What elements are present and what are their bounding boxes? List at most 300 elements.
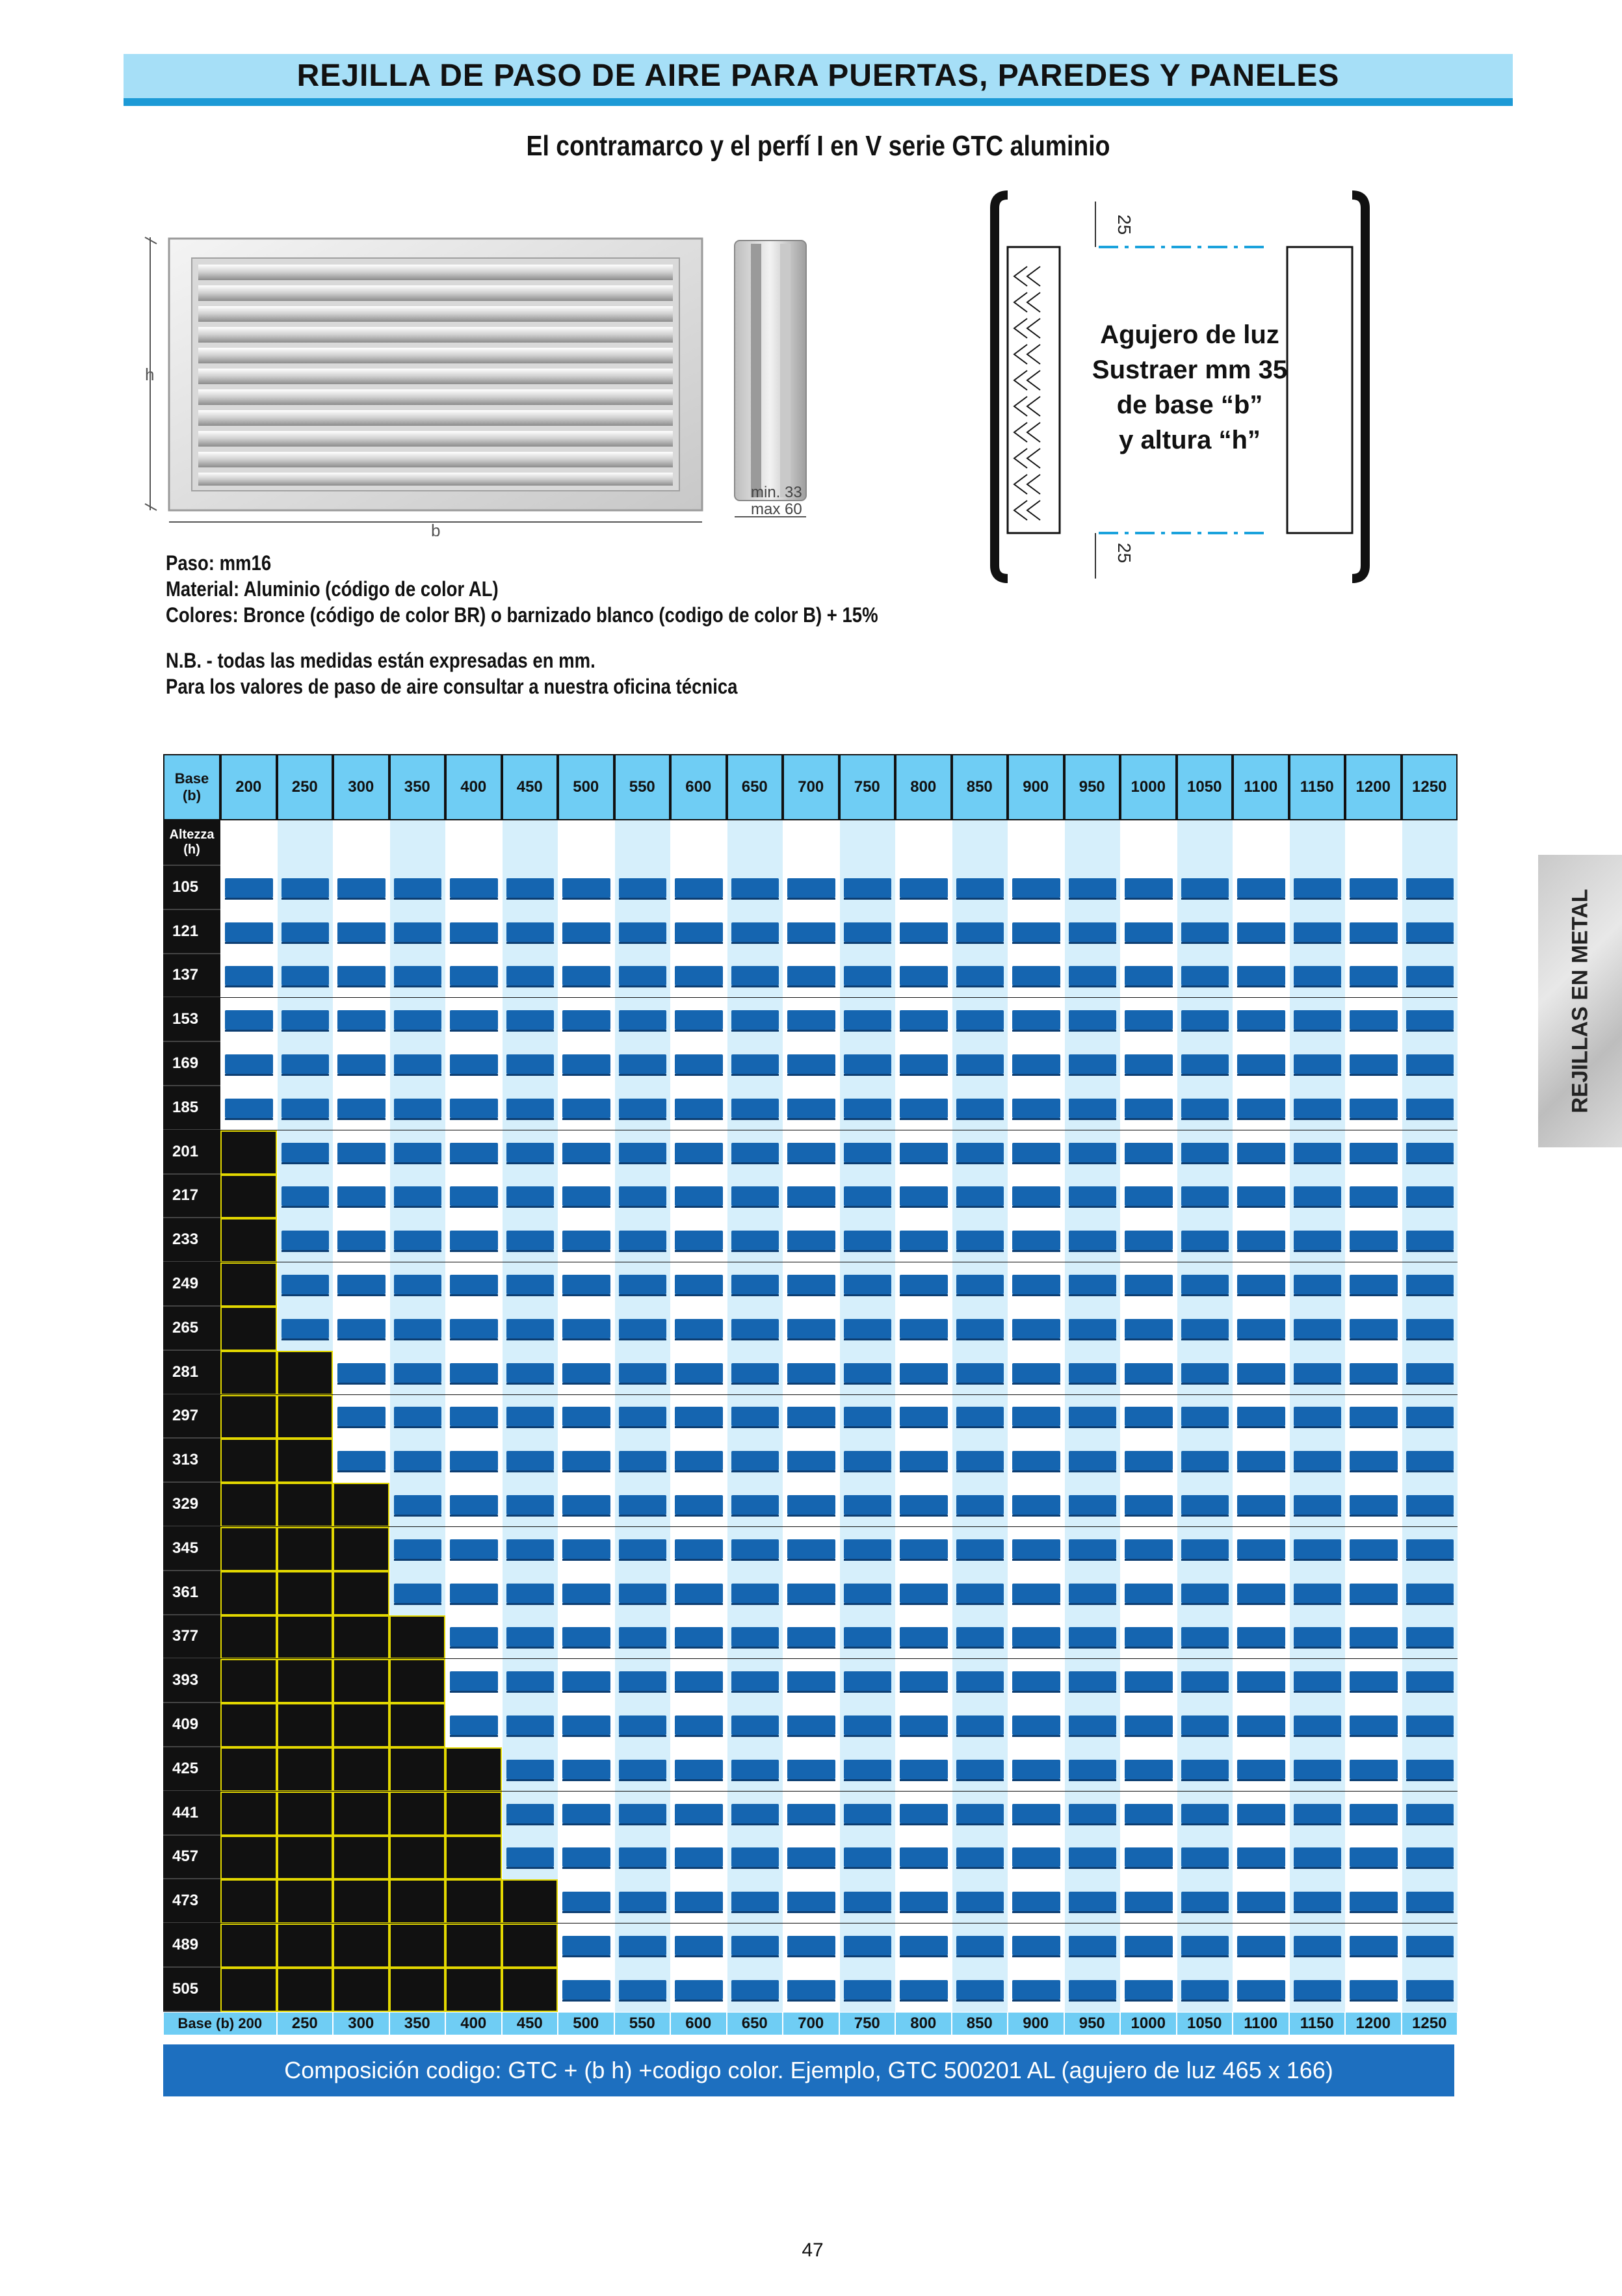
available-size-bar — [1237, 1275, 1285, 1294]
available-cell — [1177, 1351, 1233, 1395]
available-cell — [333, 998, 389, 1042]
available-cell — [614, 910, 671, 954]
grid-spacer — [502, 820, 558, 866]
available-cell — [1289, 1351, 1346, 1395]
available-cell — [614, 1395, 671, 1439]
available-cell — [1008, 1351, 1064, 1395]
available-size-bar — [506, 1186, 555, 1206]
available-size-bar — [1125, 1451, 1173, 1470]
available-size-bar — [1406, 1099, 1454, 1118]
available-cell — [839, 1086, 896, 1130]
available-cell — [445, 1571, 502, 1615]
available-size-bar — [675, 1627, 723, 1647]
available-cell — [1402, 910, 1458, 954]
base-col-footer: 1250 — [1402, 2012, 1458, 2035]
available-size-bar — [787, 1584, 835, 1603]
available-size-bar — [844, 1539, 892, 1559]
available-size-bar — [787, 922, 835, 942]
available-cell — [1345, 1836, 1402, 1880]
unavailable-cell — [220, 1527, 277, 1571]
available-size-bar — [337, 1099, 386, 1118]
available-size-bar — [731, 1847, 779, 1867]
available-cell — [895, 1262, 952, 1307]
available-size-bar — [394, 1099, 442, 1118]
wall-right — [1352, 195, 1365, 579]
available-cell — [1345, 1615, 1402, 1660]
available-size-bar — [1181, 1319, 1229, 1338]
available-cell — [1289, 998, 1346, 1042]
available-size-bar — [1012, 1407, 1060, 1426]
available-cell — [952, 1968, 1008, 2012]
available-cell — [1289, 1747, 1346, 1792]
available-cell — [1345, 1792, 1402, 1836]
available-cell — [558, 1086, 614, 1130]
grid-spacer — [220, 820, 277, 866]
unavailable-cell — [389, 1615, 446, 1660]
available-size-bar — [675, 1143, 723, 1162]
available-size-bar — [1012, 878, 1060, 898]
unavailable-cell — [333, 1527, 389, 1571]
available-cell — [389, 1175, 446, 1219]
available-cell — [1120, 1747, 1177, 1792]
available-size-bar — [1181, 1054, 1229, 1074]
available-size-bar — [506, 1143, 555, 1162]
available-size-bar — [731, 1451, 779, 1470]
available-cell — [1402, 1571, 1458, 1615]
available-cell — [952, 866, 1008, 910]
available-cell — [333, 1307, 389, 1351]
available-size-bar — [1350, 1010, 1398, 1030]
available-size-bar — [1406, 1671, 1454, 1691]
available-size-bar — [787, 1627, 835, 1647]
available-cell — [895, 866, 952, 910]
available-cell — [1233, 1747, 1289, 1792]
available-cell — [839, 1703, 896, 1747]
height-row-label: 233 — [163, 1218, 220, 1262]
available-size-bar — [619, 966, 667, 985]
base-col-header: 450 — [502, 754, 558, 820]
available-cell — [445, 1086, 502, 1130]
height-row-label: 489 — [163, 1924, 220, 1968]
available-size-bar — [900, 1980, 948, 2000]
available-size-bar — [1012, 1186, 1060, 1206]
available-cell — [895, 1527, 952, 1571]
unavailable-cell — [220, 1792, 277, 1836]
available-cell — [727, 1130, 783, 1175]
available-size-bar — [731, 1804, 779, 1823]
available-cell — [670, 1218, 727, 1262]
available-cell — [727, 1439, 783, 1483]
available-cell — [558, 1439, 614, 1483]
available-size-bar — [844, 1936, 892, 1955]
unavailable-cell — [277, 1439, 334, 1483]
available-cell — [895, 1483, 952, 1527]
available-cell — [1402, 1483, 1458, 1527]
available-cell — [1064, 1659, 1121, 1703]
available-cell — [727, 1836, 783, 1880]
height-row-label: 265 — [163, 1307, 220, 1351]
available-size-bar — [731, 1275, 779, 1294]
available-size-bar — [1350, 1539, 1398, 1559]
available-size-bar — [900, 1847, 948, 1867]
available-size-bar — [1294, 1804, 1342, 1823]
unavailable-cell — [220, 1924, 277, 1968]
available-cell — [1177, 954, 1233, 998]
available-size-bar — [562, 1804, 610, 1823]
spec-colores: Colores: Bronce (código de color BR) o barnizado blanco (codigo de color B) + 15% — [166, 603, 878, 627]
unavailable-cell — [220, 1262, 277, 1307]
available-size-bar — [281, 1099, 330, 1118]
available-size-bar — [562, 1980, 610, 2000]
unavailable-cell — [220, 1307, 277, 1351]
base-col-footer: 400 — [445, 2012, 502, 2035]
height-row-label: 505 — [163, 1968, 220, 2012]
available-size-bar — [1012, 1451, 1060, 1470]
height-row-label: 105 — [163, 866, 220, 910]
available-cell — [558, 954, 614, 998]
available-size-bar — [506, 1275, 555, 1294]
available-size-bar — [1125, 966, 1173, 985]
available-cell — [558, 1218, 614, 1262]
available-cell — [502, 954, 558, 998]
available-cell — [1289, 1130, 1346, 1175]
available-cell — [558, 1175, 614, 1219]
available-cell — [389, 910, 446, 954]
available-cell — [1064, 1924, 1121, 1968]
available-size-bar — [1350, 1319, 1398, 1338]
available-size-bar — [281, 1319, 330, 1338]
unavailable-cell — [333, 1747, 389, 1792]
available-size-bar — [394, 1584, 442, 1603]
available-size-bar — [1406, 922, 1454, 942]
available-size-bar — [956, 1010, 1004, 1030]
note-units: N.B. - todas las medidas están expresadas en mm. — [166, 649, 595, 672]
base-col-footer: 450 — [502, 2012, 558, 2035]
available-size-bar — [956, 1099, 1004, 1118]
available-size-bar — [1350, 1584, 1398, 1603]
available-cell — [614, 1175, 671, 1219]
available-size-bar — [562, 1539, 610, 1559]
available-cell — [558, 1703, 614, 1747]
available-cell — [783, 1483, 839, 1527]
height-row-label: 169 — [163, 1042, 220, 1086]
available-size-bar — [1069, 966, 1117, 985]
available-cell — [783, 1792, 839, 1836]
unavailable-cell — [220, 1703, 277, 1747]
available-size-bar — [1125, 1275, 1173, 1294]
grid-spacer — [333, 820, 389, 866]
available-cell — [1402, 1527, 1458, 1571]
available-cell — [783, 1262, 839, 1307]
available-size-bar — [787, 1010, 835, 1030]
available-cell — [1289, 866, 1346, 910]
base-col-footer: 1000 — [1120, 2012, 1177, 2035]
available-cell — [614, 1703, 671, 1747]
available-size-bar — [900, 1804, 948, 1823]
available-size-bar — [1406, 1804, 1454, 1823]
available-size-bar — [956, 1584, 1004, 1603]
available-size-bar — [1181, 1936, 1229, 1955]
available-cell — [389, 1130, 446, 1175]
available-size-bar — [1350, 1143, 1398, 1162]
available-size-bar — [619, 1231, 667, 1250]
available-size-bar — [1125, 1054, 1173, 1074]
available-cell — [783, 1703, 839, 1747]
available-cell — [1345, 1527, 1402, 1571]
available-size-bar — [562, 1495, 610, 1515]
available-cell — [670, 866, 727, 910]
available-size-bar — [394, 966, 442, 985]
available-cell — [783, 1439, 839, 1483]
available-cell — [1233, 1175, 1289, 1219]
available-cell — [502, 866, 558, 910]
base-col-footer: 900 — [1008, 2012, 1064, 2035]
available-cell — [1177, 1615, 1233, 1660]
available-size-bar — [619, 1275, 667, 1294]
available-cell — [558, 910, 614, 954]
available-cell — [333, 910, 389, 954]
available-cell — [445, 954, 502, 998]
offset-top-label: 25 — [1114, 215, 1134, 235]
available-size-bar — [337, 1275, 386, 1294]
available-size-bar — [787, 1495, 835, 1515]
available-cell — [1120, 1703, 1177, 1747]
available-cell — [1402, 1615, 1458, 1660]
available-cell — [952, 1262, 1008, 1307]
available-size-bar — [1069, 1936, 1117, 1955]
available-size-bar — [1069, 922, 1117, 942]
available-cell — [952, 1175, 1008, 1219]
grid-spacer — [670, 820, 727, 866]
available-cell — [389, 1571, 446, 1615]
available-size-bar — [1237, 1363, 1285, 1383]
available-cell — [1233, 1703, 1289, 1747]
available-cell — [895, 1175, 952, 1219]
available-size-bar — [281, 1231, 330, 1250]
available-size-bar — [1406, 1584, 1454, 1603]
available-size-bar — [1294, 1407, 1342, 1426]
available-size-bar — [956, 1186, 1004, 1206]
available-size-bar — [506, 1539, 555, 1559]
available-cell — [1177, 1527, 1233, 1571]
available-size-bar — [844, 1319, 892, 1338]
available-cell — [1064, 1571, 1121, 1615]
base-col-header: 950 — [1064, 754, 1121, 820]
available-cell — [1008, 1659, 1064, 1703]
available-cell — [502, 1042, 558, 1086]
available-cell — [220, 1042, 277, 1086]
available-cell — [783, 1395, 839, 1439]
available-cell — [1008, 1130, 1064, 1175]
available-size-bar — [1406, 1319, 1454, 1338]
available-cell — [1289, 1218, 1346, 1262]
available-size-bar — [1012, 1143, 1060, 1162]
available-size-bar — [956, 1495, 1004, 1515]
available-size-bar — [1069, 1054, 1117, 1074]
available-cell — [1120, 1175, 1177, 1219]
available-size-bar — [506, 1804, 555, 1823]
available-size-bar — [619, 1671, 667, 1691]
unavailable-cell — [277, 1836, 334, 1880]
grid-spacer — [1008, 820, 1064, 866]
available-size-bar — [900, 966, 948, 985]
available-cell — [1064, 1218, 1121, 1262]
available-size-bar — [1069, 1495, 1117, 1515]
available-cell — [1345, 1968, 1402, 2012]
available-size-bar — [956, 1936, 1004, 1955]
available-size-bar — [675, 1010, 723, 1030]
available-cell — [670, 1968, 727, 2012]
available-size-bar — [281, 1143, 330, 1162]
available-cell — [1345, 1130, 1402, 1175]
base-col-header: 850 — [952, 754, 1008, 820]
base-col-footer: 1050 — [1177, 2012, 1233, 2035]
hole-note-4: y altura “h” — [1119, 426, 1261, 454]
available-cell — [614, 1571, 671, 1615]
available-size-bar — [956, 1451, 1004, 1470]
available-cell — [1402, 998, 1458, 1042]
available-cell — [783, 1615, 839, 1660]
grid-spacer — [445, 820, 502, 866]
available-size-bar — [1406, 1715, 1454, 1735]
available-cell — [1402, 1307, 1458, 1351]
available-size-bar — [1125, 1495, 1173, 1515]
available-size-bar — [562, 1143, 610, 1162]
available-size-bar — [506, 1451, 555, 1470]
grid-spacer — [839, 820, 896, 866]
available-size-bar — [619, 1451, 667, 1470]
available-size-bar — [1406, 1010, 1454, 1030]
grid-spacer — [389, 820, 446, 866]
available-size-bar — [619, 878, 667, 898]
available-cell — [670, 1792, 727, 1836]
available-cell — [1120, 1130, 1177, 1175]
available-cell — [1289, 954, 1346, 998]
available-size-bar — [844, 1804, 892, 1823]
unavailable-cell — [333, 1879, 389, 1924]
unavailable-cell — [277, 1395, 334, 1439]
available-size-bar — [619, 1363, 667, 1383]
available-cell — [952, 1836, 1008, 1880]
available-cell — [839, 1924, 896, 1968]
available-cell — [389, 954, 446, 998]
unavailable-cell — [220, 1879, 277, 1924]
available-cell — [558, 1351, 614, 1395]
available-cell — [895, 1086, 952, 1130]
available-size-bar — [731, 1010, 779, 1030]
available-size-bar — [562, 1275, 610, 1294]
grille-drawing — [140, 224, 855, 536]
available-size-bar — [1406, 1980, 1454, 2000]
available-cell — [783, 1571, 839, 1615]
section-drawing — [988, 189, 1417, 585]
available-size-bar — [956, 1231, 1004, 1250]
available-size-bar — [1294, 1275, 1342, 1294]
available-size-bar — [1069, 1010, 1117, 1030]
available-size-bar — [731, 1319, 779, 1338]
available-size-bar — [506, 1319, 555, 1338]
unavailable-cell — [445, 1968, 502, 2012]
available-size-bar — [1069, 1186, 1117, 1206]
available-cell — [1177, 1086, 1233, 1130]
available-size-bar — [450, 1671, 498, 1691]
unavailable-cell — [502, 1968, 558, 2012]
available-size-bar — [1294, 1847, 1342, 1867]
available-cell — [614, 998, 671, 1042]
available-cell — [502, 1792, 558, 1836]
available-cell — [389, 1307, 446, 1351]
available-size-bar — [619, 1010, 667, 1030]
available-cell — [783, 1218, 839, 1262]
available-cell — [670, 1395, 727, 1439]
available-size-bar — [394, 1539, 442, 1559]
available-cell — [1289, 1879, 1346, 1924]
available-size-bar — [1181, 1495, 1229, 1515]
available-cell — [727, 1659, 783, 1703]
available-cell — [1064, 1175, 1121, 1219]
height-row-label: 329 — [163, 1483, 220, 1527]
available-cell — [1177, 1879, 1233, 1924]
available-cell — [1120, 1218, 1177, 1262]
available-size-bar — [956, 1671, 1004, 1691]
available-cell — [558, 1395, 614, 1439]
available-size-bar — [1294, 1671, 1342, 1691]
available-size-bar — [675, 966, 723, 985]
page-title: REJILLA DE PASO DE AIRE PARA PUERTAS, PAREDES Y PANELES — [296, 59, 1340, 93]
available-size-bar — [787, 1231, 835, 1250]
available-cell — [558, 1262, 614, 1307]
available-cell — [558, 1615, 614, 1660]
available-size-bar — [619, 1627, 667, 1647]
profile-side-view — [735, 241, 806, 501]
available-size-bar — [1012, 1539, 1060, 1559]
available-size-bar — [1069, 878, 1117, 898]
available-cell — [389, 1527, 446, 1571]
available-cell — [952, 1086, 1008, 1130]
available-size-bar — [450, 1143, 498, 1162]
available-cell — [445, 998, 502, 1042]
available-size-bar — [900, 1186, 948, 1206]
available-size-bar — [675, 1936, 723, 1955]
available-cell — [1289, 1968, 1346, 2012]
available-cell — [1064, 1351, 1121, 1395]
hole-note-2: Sustraer mm 35 — [1092, 356, 1288, 384]
available-size-bar — [1350, 1407, 1398, 1426]
unavailable-cell — [220, 1130, 277, 1175]
available-size-bar — [844, 1054, 892, 1074]
available-size-bar — [450, 1627, 498, 1647]
available-size-bar — [562, 1363, 610, 1383]
available-cell — [1120, 998, 1177, 1042]
available-size-bar — [619, 1054, 667, 1074]
available-cell — [558, 998, 614, 1042]
available-size-bar — [844, 1099, 892, 1118]
available-cell — [1233, 1659, 1289, 1703]
available-cell — [1008, 1175, 1064, 1219]
available-size-bar — [675, 1099, 723, 1118]
available-size-bar — [337, 1451, 386, 1470]
page-number: 47 — [802, 2239, 824, 2261]
available-cell — [333, 866, 389, 910]
available-cell — [277, 1130, 334, 1175]
available-cell — [839, 1659, 896, 1703]
available-cell — [1289, 1615, 1346, 1660]
base-col-header: 350 — [389, 754, 446, 820]
available-cell — [1402, 1086, 1458, 1130]
available-size-bar — [900, 922, 948, 942]
available-size-bar — [619, 1319, 667, 1338]
available-size-bar — [731, 1715, 779, 1735]
